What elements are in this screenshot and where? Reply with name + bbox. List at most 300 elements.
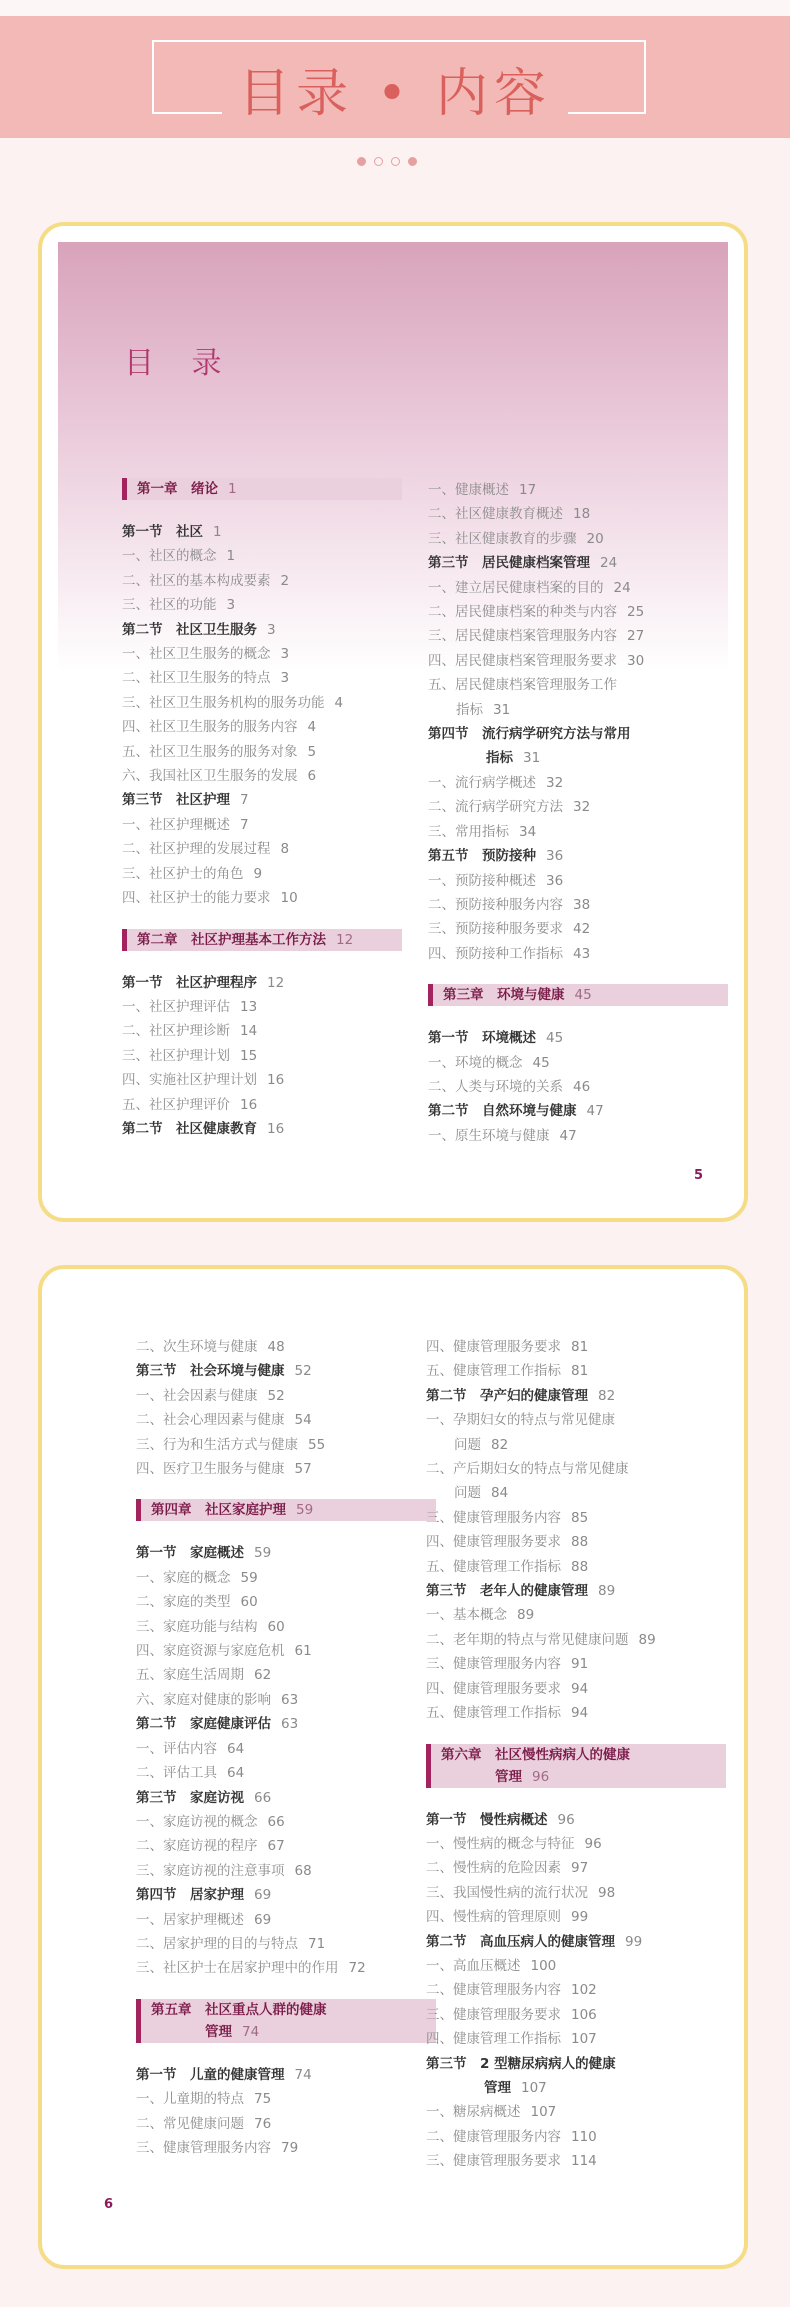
page-ref: 1 bbox=[228, 481, 237, 497]
carousel-dot-2[interactable] bbox=[374, 157, 383, 166]
page-ref: 14 bbox=[240, 1023, 258, 1040]
page-ref: 45 bbox=[574, 987, 592, 1004]
entry-title: 三、我国慢性病的流行状况 bbox=[426, 1884, 588, 1901]
entry-title: 四、社区护士的能力要求 bbox=[122, 890, 271, 907]
page-ref: 110 bbox=[571, 2128, 597, 2145]
page-ref: 94 bbox=[571, 1705, 589, 1722]
page-ref: 31 bbox=[493, 701, 511, 718]
entry-title: 二、常见健康问题 bbox=[136, 2115, 244, 2132]
entry-title: 一、慢性病的概念与特征 bbox=[426, 1835, 575, 1852]
toc-entry bbox=[122, 995, 402, 1019]
section-entry bbox=[428, 722, 728, 746]
page-ref: 74 bbox=[294, 2066, 312, 2083]
entry-title: 二、评估工具 bbox=[136, 1765, 217, 1782]
entry-title: 四、健康管理工作指标 bbox=[426, 2031, 561, 2048]
toc-entry bbox=[136, 1932, 436, 1956]
page-ref: 72 bbox=[348, 1960, 366, 1977]
section-entry bbox=[428, 1099, 728, 1123]
entry-title: 二、健康管理服务内容 bbox=[426, 2128, 561, 2145]
page-ref: 45 bbox=[546, 1030, 564, 1047]
entry-title: 三、行为和生活方式与健康 bbox=[136, 1436, 298, 1453]
page-ref: 81 bbox=[571, 1363, 589, 1380]
page-ref: 100 bbox=[530, 1957, 557, 1974]
page-ref: 85 bbox=[571, 1509, 589, 1526]
entry-title: 四、家庭资源与家庭危机 bbox=[136, 1643, 285, 1660]
entry-title: 二、社区护理的发展过程 bbox=[122, 841, 271, 858]
toc-entry bbox=[136, 1761, 436, 1785]
toc-entry bbox=[428, 527, 728, 551]
entry-title: 一、社区的概念 bbox=[122, 548, 217, 565]
toc-entry bbox=[426, 2003, 726, 2027]
entry-title: 一、社会因素与健康 bbox=[136, 1387, 258, 1404]
page-ref: 43 bbox=[573, 945, 591, 962]
page-ref: 1 bbox=[213, 524, 222, 540]
entry-title: 二、社区的基本构成要素 bbox=[122, 572, 271, 589]
toc-entry bbox=[122, 1044, 402, 1068]
entry-title: 第二节 自然环境与健康 bbox=[428, 1103, 577, 1120]
entry-title: 二、预防接种服务内容 bbox=[428, 896, 563, 913]
entry-title: 一、环境的概念 bbox=[428, 1054, 523, 1071]
entry-title: 三、社区的功能 bbox=[122, 597, 217, 614]
page-ref: 52 bbox=[267, 1387, 285, 1404]
entry-title: 第一节 儿童的健康管理 bbox=[136, 2066, 285, 2083]
page-ref: 48 bbox=[267, 1339, 285, 1355]
entry-title: 第一节 家庭概述 bbox=[136, 1545, 244, 1562]
entry-title: 三、家庭功能与结构 bbox=[136, 1618, 258, 1635]
page-ref: 38 bbox=[573, 896, 591, 913]
page-ref: 84 bbox=[491, 1485, 509, 1502]
entry-title: 第一节 环境概述 bbox=[428, 1030, 536, 1047]
chapter-title: 第三章 环境与健康 bbox=[443, 987, 565, 1004]
entry-title: 一、评估内容 bbox=[136, 1740, 217, 1757]
toc-entry bbox=[136, 1384, 436, 1408]
entry-title: 一、糖尿病概述 bbox=[426, 2104, 521, 2121]
entry-title: 第三节 家庭访视 bbox=[136, 1789, 244, 1806]
entry-title: 二、流行病学研究方法 bbox=[428, 799, 563, 816]
page-ref: 25 bbox=[627, 604, 645, 621]
section-entry bbox=[428, 844, 728, 868]
page-ref: 59 bbox=[296, 1502, 314, 1519]
page-ref: 71 bbox=[308, 1935, 326, 1952]
page-ref: 47 bbox=[559, 1127, 577, 1144]
page-ref: 98 bbox=[598, 1884, 616, 1901]
toc-column-right bbox=[426, 1335, 726, 2174]
entry-title: 六、我国社区卫生服务的发展 bbox=[122, 768, 298, 785]
entry-title: 五、社区卫生服务的服务对象 bbox=[122, 743, 298, 760]
toc-entry bbox=[428, 624, 728, 648]
page-ref: 2 bbox=[280, 572, 290, 589]
carousel-dots[interactable] bbox=[357, 157, 417, 169]
section-entry bbox=[136, 1541, 436, 1565]
toc-entry bbox=[426, 1978, 726, 2002]
toc-column-left bbox=[122, 478, 402, 1141]
entry-title: 二、社会心理因素与健康 bbox=[136, 1412, 285, 1429]
toc-entry bbox=[122, 837, 402, 861]
toc-entry bbox=[428, 771, 728, 795]
toc-entry bbox=[428, 1075, 728, 1099]
page-ref: 16 bbox=[267, 1072, 285, 1089]
page-ref: 106 bbox=[571, 2006, 597, 2023]
page-ref: 7 bbox=[240, 792, 249, 809]
page-ref: 60 bbox=[267, 1618, 285, 1635]
toc-entry bbox=[136, 1566, 436, 1590]
page-ref: 36 bbox=[546, 872, 564, 889]
chapter-title-continued: 管理 bbox=[495, 1768, 522, 1785]
toc-entry bbox=[428, 502, 728, 526]
page-ref: 55 bbox=[308, 1436, 326, 1453]
entry-title: 二、老年期的特点与常见健康问题 bbox=[426, 1631, 629, 1648]
page-ref: 3 bbox=[267, 621, 276, 638]
toc-entry bbox=[426, 1530, 726, 1554]
page-ref: 99 bbox=[625, 1933, 643, 1950]
entry-title: 二、居民健康档案的种类与内容 bbox=[428, 604, 617, 621]
entry-title: 三、居民健康档案管理服务内容 bbox=[428, 628, 617, 645]
entry-title: 四、医疗卫生服务与健康 bbox=[136, 1461, 285, 1478]
entry-title: 四、居民健康档案管理服务要求 bbox=[428, 652, 617, 669]
toc-entry bbox=[136, 2112, 436, 2136]
toc-entry bbox=[122, 1068, 402, 1092]
entry-title: 第二节 家庭健康评估 bbox=[136, 1716, 271, 1733]
page-ref: 88 bbox=[571, 1558, 589, 1575]
page-ref: 107 bbox=[571, 2031, 597, 2048]
page-ref: 74 bbox=[242, 2023, 260, 2040]
page-ref: 89 bbox=[517, 1607, 535, 1624]
entry-title: 第一节 社区 bbox=[122, 524, 203, 540]
page-number: 5 bbox=[694, 1168, 704, 1183]
entry-title: 四、健康管理服务要求 bbox=[426, 1534, 561, 1551]
page-ref: 91 bbox=[571, 1656, 589, 1673]
chapter-title: 第六章 社区慢性病病人的健康 bbox=[441, 1746, 630, 1763]
entry-title: 一、原生环境与健康 bbox=[428, 1127, 550, 1144]
entry-title: 三、社区护士在居家护理中的作用 bbox=[136, 1960, 339, 1977]
section-entry bbox=[122, 788, 402, 812]
entry-title: 一、社区卫生服务的概念 bbox=[122, 646, 271, 663]
toc-entry bbox=[428, 649, 728, 673]
entry-title: 二、社区健康教育概述 bbox=[428, 506, 563, 523]
entry-title: 五、健康管理工作指标 bbox=[426, 1705, 561, 1722]
page-ref: 59 bbox=[254, 1545, 272, 1562]
page-ref: 99 bbox=[571, 1909, 589, 1926]
toc-entry bbox=[136, 1908, 436, 1932]
entry-title: 第四节 流行病学研究方法与常用 bbox=[428, 726, 631, 743]
page-ref: 5 bbox=[307, 743, 317, 760]
page-ref: 88 bbox=[571, 1534, 589, 1551]
section-entry bbox=[428, 551, 728, 575]
entry-title: 第二节 社区健康教育 bbox=[122, 1120, 257, 1137]
page-ref: 16 bbox=[267, 1120, 285, 1137]
chapter-heading bbox=[122, 478, 402, 500]
toc-entry bbox=[426, 1555, 726, 1579]
toc-entry bbox=[428, 1051, 728, 1075]
toc-entry bbox=[426, 1359, 726, 1383]
page-ref: 12 bbox=[336, 931, 354, 948]
entry-title: 四、健康管理服务要求 bbox=[426, 1680, 561, 1697]
page-ref: 16 bbox=[240, 1096, 258, 1113]
entry-title: 四、实施社区护理计划 bbox=[122, 1072, 257, 1089]
entry-title: 三、健康管理服务内容 bbox=[136, 2139, 271, 2156]
toc-entry bbox=[426, 1905, 726, 1929]
entry-title: 五、家庭生活周期 bbox=[136, 1667, 244, 1684]
entry-title: 第一节 慢性病概述 bbox=[426, 1811, 548, 1828]
toc-entry-continued bbox=[428, 746, 728, 770]
page-ref: 32 bbox=[573, 799, 591, 816]
toc-entry bbox=[428, 795, 728, 819]
entry-title: 第三节 居民健康档案管理 bbox=[428, 555, 590, 572]
toc-entry bbox=[426, 1677, 726, 1701]
entry-title: 二、社区护理诊断 bbox=[122, 1023, 230, 1040]
toc-entry bbox=[136, 1615, 436, 1639]
toc-entry bbox=[136, 1810, 436, 1834]
entry-title: 二、居家护理的目的与特点 bbox=[136, 1935, 298, 1952]
chapter-title-continued: 管理 bbox=[205, 2023, 232, 2040]
chapter-title: 第四章 社区家庭护理 bbox=[151, 1502, 286, 1519]
toc-entry bbox=[428, 673, 728, 697]
page-ref: 96 bbox=[584, 1835, 602, 1852]
toc-entry bbox=[426, 2027, 726, 2051]
entry-title: 一、建立居民健康档案的目的 bbox=[428, 579, 604, 596]
page-ref: 67 bbox=[267, 1838, 285, 1855]
page-ref: 61 bbox=[294, 1643, 312, 1660]
carousel-dot-4[interactable] bbox=[408, 157, 417, 166]
page-ref: 1 bbox=[226, 548, 236, 565]
entry-title: 指标 bbox=[486, 750, 513, 767]
toc-entry bbox=[122, 740, 402, 764]
entry-title: 三、健康管理服务内容 bbox=[426, 1656, 561, 1673]
entry-title: 三、健康管理服务要求 bbox=[426, 2006, 561, 2023]
page-ref: 69 bbox=[254, 1887, 272, 1904]
entry-title: 第四节 居家护理 bbox=[136, 1887, 244, 1904]
page-ref: 4 bbox=[334, 694, 344, 711]
entry-title: 三、家庭访视的注意事项 bbox=[136, 1862, 285, 1879]
section-entry bbox=[426, 1808, 726, 1832]
entry-title: 四、预防接种工作指标 bbox=[428, 945, 563, 962]
page-ref: 81 bbox=[571, 1339, 589, 1355]
toc-entry-continued bbox=[426, 1481, 726, 1505]
page-ref: 47 bbox=[586, 1103, 604, 1120]
page-ref: 75 bbox=[254, 2091, 272, 2108]
page-ref: 64 bbox=[227, 1765, 245, 1782]
entry-title: 二、家庭的类型 bbox=[136, 1594, 231, 1611]
page-ref: 107 bbox=[521, 2079, 547, 2096]
chapter-heading bbox=[428, 984, 728, 1006]
toc-entry-continued bbox=[426, 1433, 726, 1457]
toc-entry bbox=[428, 820, 728, 844]
toc-entry bbox=[426, 1457, 726, 1481]
top-strip bbox=[0, 0, 790, 16]
toc-entry bbox=[136, 1590, 436, 1614]
chapter-heading bbox=[122, 929, 402, 951]
toc-entry bbox=[428, 478, 728, 502]
toc-entry bbox=[136, 1433, 436, 1457]
page-ref: 12 bbox=[267, 974, 285, 991]
toc-heading: 目 录 bbox=[124, 346, 236, 381]
entry-title: 三、社区护士的角色 bbox=[122, 865, 244, 882]
entry-title: 四、社区卫生服务的服务内容 bbox=[122, 719, 298, 736]
entry-title: 一、家庭访视的概念 bbox=[136, 1813, 258, 1830]
toc-entry bbox=[426, 2100, 726, 2124]
toc-entry bbox=[122, 544, 402, 568]
section-entry bbox=[136, 1712, 436, 1736]
entry-title: 一、基本概念 bbox=[426, 1607, 507, 1624]
page-ref: 18 bbox=[573, 506, 591, 523]
section-entry bbox=[122, 618, 402, 642]
toc-entry bbox=[426, 1832, 726, 1856]
page-ref: 24 bbox=[613, 579, 631, 596]
page-ref: 24 bbox=[600, 555, 618, 572]
page-ref: 31 bbox=[523, 750, 541, 767]
section-entry bbox=[136, 1883, 436, 1907]
entry-title: 三、社区卫生服务机构的服务功能 bbox=[122, 694, 325, 711]
entry-title: 一、健康概述 bbox=[428, 482, 509, 498]
page-ref: 32 bbox=[546, 774, 564, 791]
page-ref: 34 bbox=[519, 823, 537, 840]
entry-title: 五、居民健康档案管理服务工作 bbox=[428, 677, 617, 694]
toc-entry bbox=[122, 886, 402, 910]
toc-entry bbox=[426, 1628, 726, 1652]
section-entry bbox=[426, 1930, 726, 1954]
page-ref: 7 bbox=[240, 816, 249, 833]
entry-title: 四、健康管理服务要求 bbox=[426, 1339, 561, 1355]
page-ref: 82 bbox=[491, 1436, 509, 1453]
page-ref: 17 bbox=[519, 482, 537, 498]
entry-title: 五、健康管理工作指标 bbox=[426, 1363, 561, 1380]
entry-title: 一、流行病学概述 bbox=[428, 774, 536, 791]
page-ref: 66 bbox=[254, 1789, 272, 1806]
entry-title: 三、预防接种服务要求 bbox=[428, 921, 563, 938]
toc-entry bbox=[122, 862, 402, 886]
page-ref: 3 bbox=[226, 597, 236, 614]
toc-entry bbox=[426, 1701, 726, 1725]
page-ref: 57 bbox=[294, 1461, 312, 1478]
toc-entry bbox=[136, 1663, 436, 1687]
toc-entry bbox=[426, 1506, 726, 1530]
entry-title: 一、社区护理概述 bbox=[122, 816, 230, 833]
entry-title: 一、预防接种概述 bbox=[428, 872, 536, 889]
toc-entry bbox=[428, 942, 728, 966]
toc-entry bbox=[426, 1603, 726, 1627]
entry-title: 五、社区护理评价 bbox=[122, 1096, 230, 1113]
carousel-dot-3[interactable] bbox=[391, 157, 400, 166]
page-ref: 114 bbox=[571, 2153, 597, 2170]
entry-title: 二、家庭访视的程序 bbox=[136, 1838, 258, 1855]
page-ref: 79 bbox=[281, 2139, 299, 2156]
toc-entry bbox=[136, 1457, 436, 1481]
entry-title: 第二节 社区卫生服务 bbox=[122, 621, 257, 638]
toc-column-left bbox=[136, 1335, 436, 2160]
toc-entry bbox=[428, 576, 728, 600]
entry-title: 三、社区健康教育的步骤 bbox=[428, 530, 577, 547]
page-ref: 89 bbox=[638, 1631, 656, 1648]
toc-entry bbox=[122, 569, 402, 593]
entry-title: 一、孕期妇女的特点与常见健康 bbox=[426, 1412, 615, 1429]
entry-title: 第五节 预防接种 bbox=[428, 848, 536, 865]
page-ref: 30 bbox=[627, 652, 645, 669]
page-ref: 3 bbox=[280, 670, 290, 687]
toc-entry bbox=[122, 1093, 402, 1117]
page-ref: 62 bbox=[254, 1667, 272, 1684]
page-ref: 42 bbox=[573, 921, 591, 938]
toc-entry bbox=[136, 1688, 436, 1712]
entry-title: 二、健康管理服务内容 bbox=[426, 1982, 561, 1999]
section-entry bbox=[426, 1384, 726, 1408]
section-entry bbox=[122, 1117, 402, 1141]
page-number: 6 bbox=[104, 2197, 114, 2212]
toc-entry bbox=[426, 1652, 726, 1676]
carousel-dot-1[interactable] bbox=[357, 157, 366, 166]
toc-entry bbox=[136, 1859, 436, 1883]
page-ref: 3 bbox=[280, 646, 290, 663]
toc-page-card-2 bbox=[38, 1265, 748, 2269]
page-ref: 20 bbox=[586, 530, 604, 547]
entry-title: 问题 bbox=[454, 1436, 481, 1453]
toc-entry bbox=[426, 1954, 726, 1978]
toc-entry bbox=[428, 893, 728, 917]
section-entry bbox=[136, 1359, 436, 1383]
page-ref: 64 bbox=[227, 1740, 245, 1757]
entry-title: 一、社区护理评估 bbox=[122, 998, 230, 1015]
page-ref: 36 bbox=[546, 848, 564, 865]
toc-entry bbox=[122, 691, 402, 715]
entry-title: 一、儿童期的特点 bbox=[136, 2091, 244, 2108]
section-entry bbox=[428, 1026, 728, 1050]
chapter-title: 第二章 社区护理基本工作方法 bbox=[137, 931, 326, 948]
toc-entry bbox=[426, 1408, 726, 1432]
entry-title: 管理 bbox=[484, 2079, 511, 2096]
toc-entry bbox=[136, 1956, 436, 1980]
entry-title: 第二节 高血压病人的健康管理 bbox=[426, 1933, 615, 1950]
entry-title: 五、健康管理工作指标 bbox=[426, 1558, 561, 1575]
toc-entry bbox=[426, 1335, 726, 1359]
toc-entry bbox=[428, 869, 728, 893]
page-ref: 63 bbox=[281, 1691, 299, 1708]
toc-entry bbox=[122, 715, 402, 739]
page-ref: 96 bbox=[557, 1811, 575, 1828]
page-ref: 9 bbox=[253, 865, 263, 882]
entry-title: 第三节 社会环境与健康 bbox=[136, 1363, 285, 1380]
entry-title: 指标 bbox=[456, 701, 483, 718]
page-ref: 15 bbox=[240, 1047, 258, 1064]
page-ref: 13 bbox=[240, 998, 258, 1015]
toc-entry bbox=[136, 1834, 436, 1858]
chapter-heading bbox=[136, 1499, 436, 1521]
entry-title: 二、慢性病的危险因素 bbox=[426, 1860, 561, 1877]
entry-title: 一、家庭的概念 bbox=[136, 1569, 231, 1586]
toc-entry bbox=[136, 1737, 436, 1761]
toc-entry-continued bbox=[428, 698, 728, 722]
page-ref: 6 bbox=[307, 768, 317, 785]
page-ref: 76 bbox=[254, 2115, 272, 2132]
page-ref: 97 bbox=[571, 1860, 589, 1877]
page-ref: 89 bbox=[598, 1583, 616, 1600]
toc-entry bbox=[426, 1856, 726, 1880]
toc-entry bbox=[122, 1019, 402, 1043]
toc-entry bbox=[428, 917, 728, 941]
page-ref: 68 bbox=[294, 1862, 312, 1879]
entry-title: 第三节 社区护理 bbox=[122, 792, 230, 809]
toc-entry bbox=[136, 1639, 436, 1663]
entry-title: 一、居家护理概述 bbox=[136, 1911, 244, 1928]
toc-entry bbox=[122, 813, 402, 837]
entry-title: 第三节 2 型糖尿病病人的健康 bbox=[426, 2055, 616, 2072]
toc-entry-continued bbox=[426, 2076, 726, 2100]
toc-page-card-1 bbox=[38, 222, 748, 1222]
entry-title: 二、产后期妇女的特点与常见健康 bbox=[426, 1461, 629, 1478]
toc-entry bbox=[122, 642, 402, 666]
toc-entry bbox=[136, 1335, 436, 1359]
page-ref: 4 bbox=[307, 719, 317, 736]
page-ref: 46 bbox=[573, 1078, 591, 1095]
entry-title: 三、社区护理计划 bbox=[122, 1047, 230, 1064]
